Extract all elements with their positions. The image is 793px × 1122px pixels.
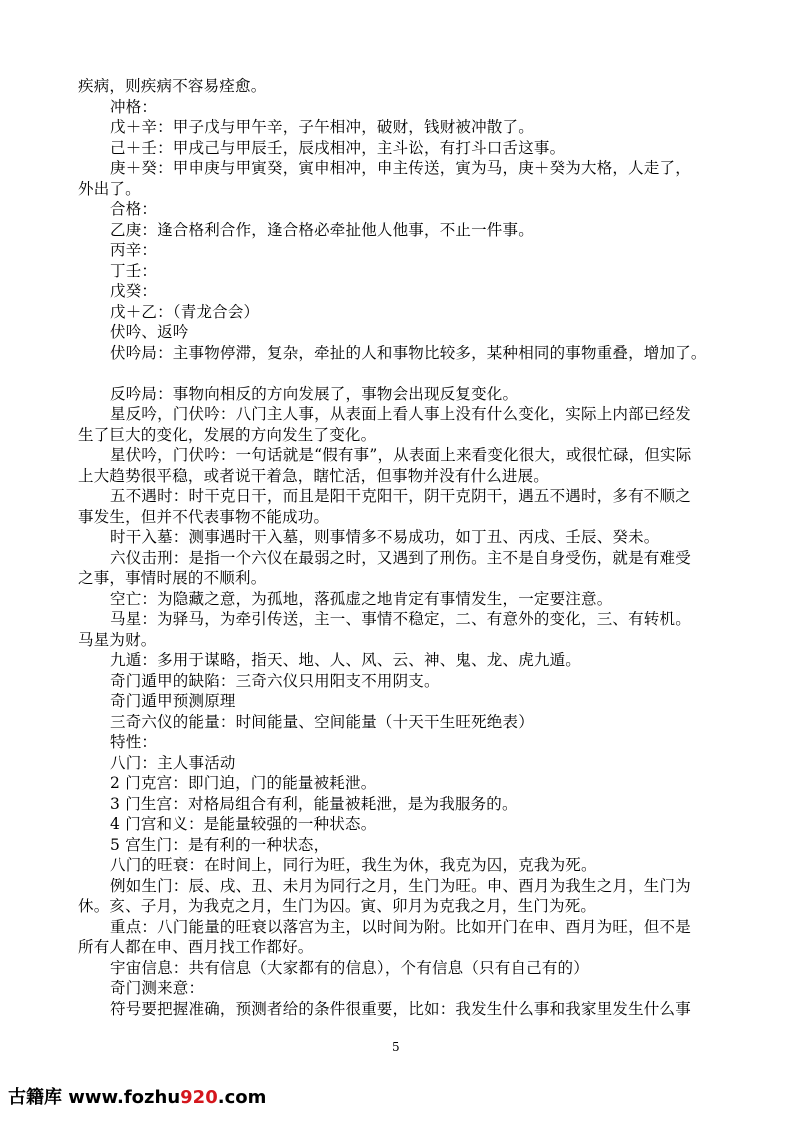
watermark-site: 古籍库 www.fozhu (8, 1087, 181, 1108)
text-line: 宇宙信息：共有信息（大家都有的信息），个有信息（只有自己有的） (110, 958, 589, 977)
text-line: 庚＋癸：甲申庚与甲寅癸，寅申相冲，申主传送，寅为马，庚＋癸为大格，人走了， (110, 159, 691, 177)
text-line: 反吟局：事物向相反的方向发展了，事物会出现反复变化。 (110, 384, 519, 403)
text-line: 奇门测来意： (110, 979, 205, 997)
text-line: 冲格： (110, 97, 158, 116)
text-line: 上大趋势很平稳，或者说干着急，瞎忙活，但事物并没有什么进展。 (78, 466, 550, 485)
text-line: 休。亥、子月，为我克之月，生门为囚。寅、卯月为克我之月，生门为死。 (78, 897, 597, 915)
text-line: 时干入墓：测事遇时干入墓，则事情多不易成功，如丁丑、丙戌、壬辰、癸未。 (110, 528, 660, 546)
text-line: 八门的旺衰：在时间上，同行为旺，我生为休，我克为囚，克我为死。 (110, 856, 597, 874)
text-line: 丁壬： (110, 261, 158, 280)
text-line: 星反吟，门伏吟：八门主人事，从表面上看人事上没有什么变化，实际上内部已经发 (110, 405, 691, 423)
text-line: 五不遇时：时干克日干，而且是阳干克阳干，阴干克阴干，遇五不遇时，多有不顺之 (110, 487, 691, 505)
text-line: 伏吟局：主事物停滞，复杂，牵扯的人和事物比较多，某种相同的事物重叠，增加了。 (110, 343, 707, 362)
text-line: 3 门生宫：对格局组合有利，能量被耗泄，是为我服务的。 (110, 794, 518, 813)
text-line: 星伏吟，门伏吟：一句话就是“假有事”，从表面上来看变化很大，或很忙碌，但实际 (110, 446, 692, 464)
text-line: 乙庚：逢合格利合作，逢合格必牵扯他人他事，不止一件事。 (110, 220, 534, 239)
watermark-tld: .com (217, 1087, 267, 1108)
text-line: 事发生，但并不代表事物不能成功。 (78, 507, 330, 526)
page-number: 5 (392, 1040, 400, 1054)
watermark-number: 920 (180, 1087, 218, 1108)
text-line: 所有人都在申、酉月找工作都好。 (78, 938, 314, 956)
text-line: 2 门克宫：即门迫，门的能量被耗泄。 (110, 774, 377, 792)
text-line: 戊癸： (110, 282, 158, 300)
text-line: 己＋壬：甲戌己与甲辰壬，辰戌相冲，主斗讼，有打斗口舌这事。 (110, 138, 566, 157)
text-line: 合格： (110, 200, 158, 218)
text-line: 丙辛： (110, 241, 158, 259)
text-line: 符号要把握准确，预测者给的条件很重要，比如：我发生什么事和我家里发生什么事 (110, 999, 691, 1018)
text-line: 生了巨大的变化，发展的方向发生了变化。 (78, 425, 377, 444)
site-watermark (8, 1083, 266, 1109)
text-line: 外出了。 (78, 179, 141, 198)
text-line: 奇门遁甲预测原理 (110, 692, 236, 710)
text-line: 马星为财。 (78, 630, 157, 649)
text-line: 特性： (110, 733, 158, 751)
text-line: 戊＋乙：（青龙合会） (110, 302, 260, 321)
text-line: 六仪击刑：是指一个六仪在最弱之时，又遇到了刑伤。主不是自身受伤，就是有难受 (110, 548, 691, 567)
text-line: 重点：八门能量的旺衰以落宫为主，以时间为附。比如开门在申、酉月为旺，但不是 (110, 917, 691, 936)
text-line: 例如生门：辰、戌、丑、未月为同行之月，生门为旺。申、酉月为我生之月，生门为 (110, 876, 691, 895)
text-line: 奇门遁甲的缺陷：三奇六仪只用阳支不用阴支。 (110, 671, 440, 690)
text-line: 戊＋辛：甲子戊与甲午辛，子午相冲，破财，钱财被冲散了。 (110, 118, 534, 136)
text-line: 空亡：为隐藏之意，为孤地，落孤虚之地肯定有事情发生，一定要注意。 (110, 589, 613, 608)
text-line: 伏吟、返吟 (110, 323, 189, 341)
text-line: 三奇六仪的能量：时间能量、空间能量（十天干生旺死绝表） (110, 712, 534, 731)
text-line: 疾病，则疾病不容易痊愈。 (78, 77, 267, 95)
text-line: 马星：为驿马，为牵引传送，主一、事情不稳定，二、有意外的变化，三、有转机。 (110, 610, 691, 628)
text-line: 八门：主人事活动 (110, 753, 236, 772)
text-line: 九遁：多用于谋略，指天、地、人、风、云、神、鬼、龙、虎九遁。 (110, 651, 582, 669)
text-line: 5 宫生门：是有利的一种状态， (110, 835, 330, 854)
text-line: 之事，事情时展的不顺利。 (78, 569, 267, 587)
text-line: 4 门宫和义：是能量较强的一种状态。 (110, 815, 377, 833)
